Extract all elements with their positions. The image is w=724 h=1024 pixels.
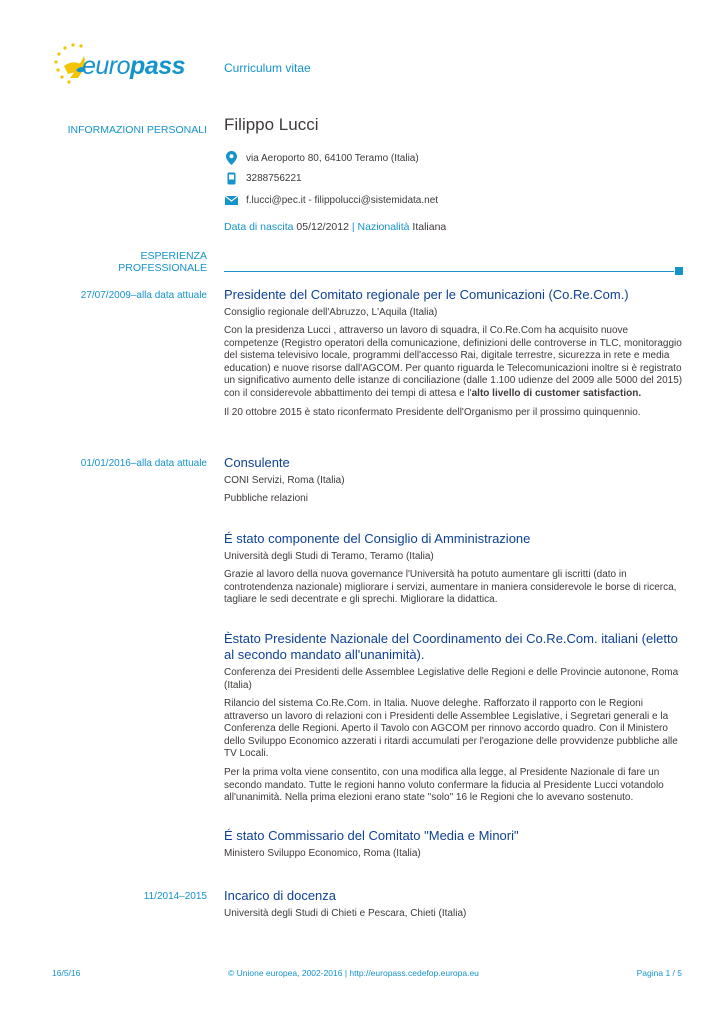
footer-date: 16/5/16 bbox=[52, 968, 81, 978]
experience-date: 27/07/2009–alla data attuale bbox=[80, 290, 207, 301]
experience-item bbox=[224, 455, 684, 506]
job-organization: Ministero Sviluppo Economico, Roma (Italia) bbox=[224, 848, 421, 859]
email-icon bbox=[224, 193, 238, 207]
job-description: Grazie al lavoro della nuova governance l'Università ha potuto aumentare gli iscritti (dato in controtendenza nazionale) migliorare i servizi, aumentare in maniera considerevole le borse di ricerca, tagliare le sedi decentrate e gli sprechi. Migliorare la didattica. bbox=[224, 569, 677, 606]
birth-label: Data di nascita bbox=[224, 221, 294, 233]
job-title: Presidente del Comitato regionale per le Comunicazioni (Co.Re.Com.) bbox=[224, 287, 629, 302]
birth-value: 05/12/2012 bbox=[296, 221, 349, 233]
job-organization: Università degli Studi di Teramo, Teramo (Italia) bbox=[224, 551, 434, 562]
job-title: Consulente bbox=[224, 455, 290, 470]
phone-text[interactable]: 3288756221 bbox=[246, 172, 302, 184]
experience-item bbox=[224, 287, 684, 419]
job-organization: Conferenza dei Presidenti delle Assemblee Legislative delle Regioni e delle Provincie autonone, Roma (Italia) bbox=[224, 667, 679, 691]
personal-info-label: INFORMAZIONI PERSONALI bbox=[67, 124, 207, 136]
job-description: Rilancio del sistema Co.Re.Com. in Italia. Nuove deleghe. Rafforzato il rapporto con le Regioni attraverso un lavoro di relazioni con i Presidenti delle Assemblee Legislative, i Segretari generali e la Conferenza delle Regioni. Aperto il Tavolo con AGCOM per rinnovo accordo quadro. Con il Ministero dello Sviluppo Economico azzerati i ritardi accumulati per l'erogazione delle provvidenze pubbliche alle TV Locali. bbox=[224, 698, 678, 760]
address-text: via Aeroporto 80, 64100 Teramo (Italia) bbox=[246, 152, 419, 164]
section-divider-marker bbox=[675, 267, 683, 275]
europass-wordmark: europass bbox=[82, 52, 186, 80]
birth-nationality-row bbox=[224, 221, 684, 234]
section-divider bbox=[224, 271, 674, 272]
footer-copyright[interactable]: © Unione europea, 2002-2016 | http://europass.cedefop.europa.eu bbox=[228, 968, 479, 978]
job-description: Per la prima volta viene consentito, con una modifica alla legge, al Presidente Nazionale di fare un secondo mandato. Tutte le regioni hanno voluto confermare la fiducia al Presidente Lucci votandolo all'unanimità. Nella prima elezioni erano state "solo" 16 le Regioni che lo avevano sostenuto. bbox=[224, 766, 664, 804]
job-organization: CONI Servizi, Roma (Italia) bbox=[224, 475, 345, 486]
job-title: É stato componente del Consiglio di Amministrazione bbox=[224, 531, 531, 546]
job-organization: Consiglio regionale dell'Abruzzo, L'Aquila (Italia) bbox=[224, 307, 438, 318]
job-organization: Università degli Studi di Chieti e Pescara, Chieti (Italia) bbox=[224, 908, 467, 919]
email-row bbox=[224, 193, 438, 207]
experience-item bbox=[224, 828, 684, 860]
job-description: Pubbliche relazioni bbox=[224, 493, 308, 504]
separator: | bbox=[351, 221, 355, 233]
experience-section-label: ESPERIENZA PROFESSIONALE bbox=[118, 250, 207, 274]
job-title: Èstato Presidente Nazionale del Coordinamento dei Co.Re.Com. italiani (eletto al secondo mandato all'unanimità). bbox=[224, 631, 678, 662]
experience-item bbox=[224, 531, 684, 607]
experience-date: 11/2014–2015 bbox=[143, 891, 207, 902]
address-row bbox=[224, 151, 419, 165]
experience-item bbox=[224, 888, 684, 920]
footer-page-number: Pagina 1 / 5 bbox=[636, 968, 682, 978]
job-description: Con la presidenza Lucci , attraverso un lavoro di squadra, il Co.Re.Com ha acquisito nuove competenze (Registro operatori della comunicazione, definizioni delle controverse in TLC, monitoraggio del sistema televisivo locale, programmi dell'accesso Rai, digitale terrestre, sicurezza in rete e media education) e nuove risorse dall'AGCOM. Per quanto riguarda le Telecomunicazioni inoltre si è registrato un significativo aumento delle istanze di conciliazione (dalle 1.100 udienze del 2009 alle 5000 del 2015) con il considerevole abbattimento dei tempi di attesa e l'alto livello di customer satisfaction. bbox=[224, 325, 683, 399]
location-icon bbox=[224, 151, 238, 165]
document-title: Curriculum vitae bbox=[224, 61, 311, 75]
phone-icon bbox=[224, 171, 238, 185]
nationality-label: Nazionalità bbox=[357, 221, 410, 233]
email-text[interactable]: f.lucci@pec.it - filippolucci@sistemidata.net bbox=[246, 194, 439, 206]
job-title: É stato Commissario del Comitato "Media e Minori" bbox=[224, 828, 519, 843]
person-name: Filippo Lucci bbox=[224, 115, 319, 134]
phone-row bbox=[224, 171, 302, 185]
experience-date: 01/01/2016–alla data attuale bbox=[80, 458, 207, 469]
job-description: Il 20 ottobre 2015 è stato riconfermato Presidente dell'Organismo per il prossimo quinquennio. bbox=[224, 406, 641, 418]
job-title: Incarico di docenza bbox=[224, 888, 337, 903]
nationality-value: Italiana bbox=[412, 221, 447, 233]
experience-item bbox=[224, 631, 684, 805]
